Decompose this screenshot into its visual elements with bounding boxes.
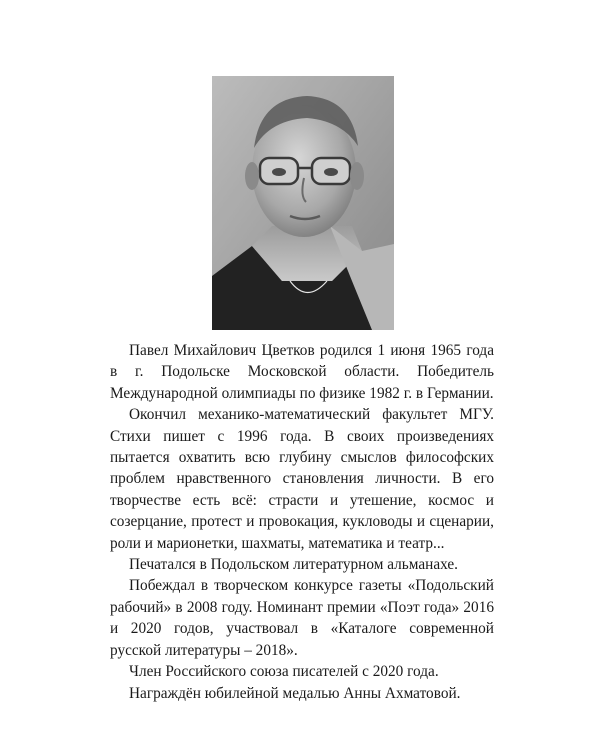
biography-paragraph: Окончил механико-математический факультет МГУ. Стихи пишет с 1996 года. В своих произведениях пытается охватить всю глубину смыслов философских проблем нравственного становления личности. В его творчестве есть всё: страсти и утешение, космос и созерцание, протест и провокация, кукловоды и сценарии, роли и марионетки, шахматы, математика и театр... — [110, 406, 494, 552]
biography-paragraph: Член Российского союза писателей с 2020 года. — [129, 663, 439, 681]
biography-paragraph: Печатался в Подольском литературном альманахе. — [129, 556, 458, 574]
biography-text — [110, 340, 494, 704]
biography-paragraph: Побеждал в творческом конкурсе газеты «Подольский рабочий» в 2008 году. Номинант премии «Поэт года» 2016 и 2020 годов, участвовал в «Каталоге современной русской литературы – 2018». — [110, 577, 494, 659]
biography-paragraph: Павел Михайлович Цветков родился 1 июня 1965 года в г. Подольске Московской области. Победитель Международной олимпиады по физике 1982 г. в Германии. — [110, 342, 494, 402]
author-portrait-graphic — [212, 76, 394, 330]
author-photo — [212, 76, 394, 330]
biography-paragraph: Награждён юбилейной медалью Анны Ахматовой. — [129, 684, 461, 702]
